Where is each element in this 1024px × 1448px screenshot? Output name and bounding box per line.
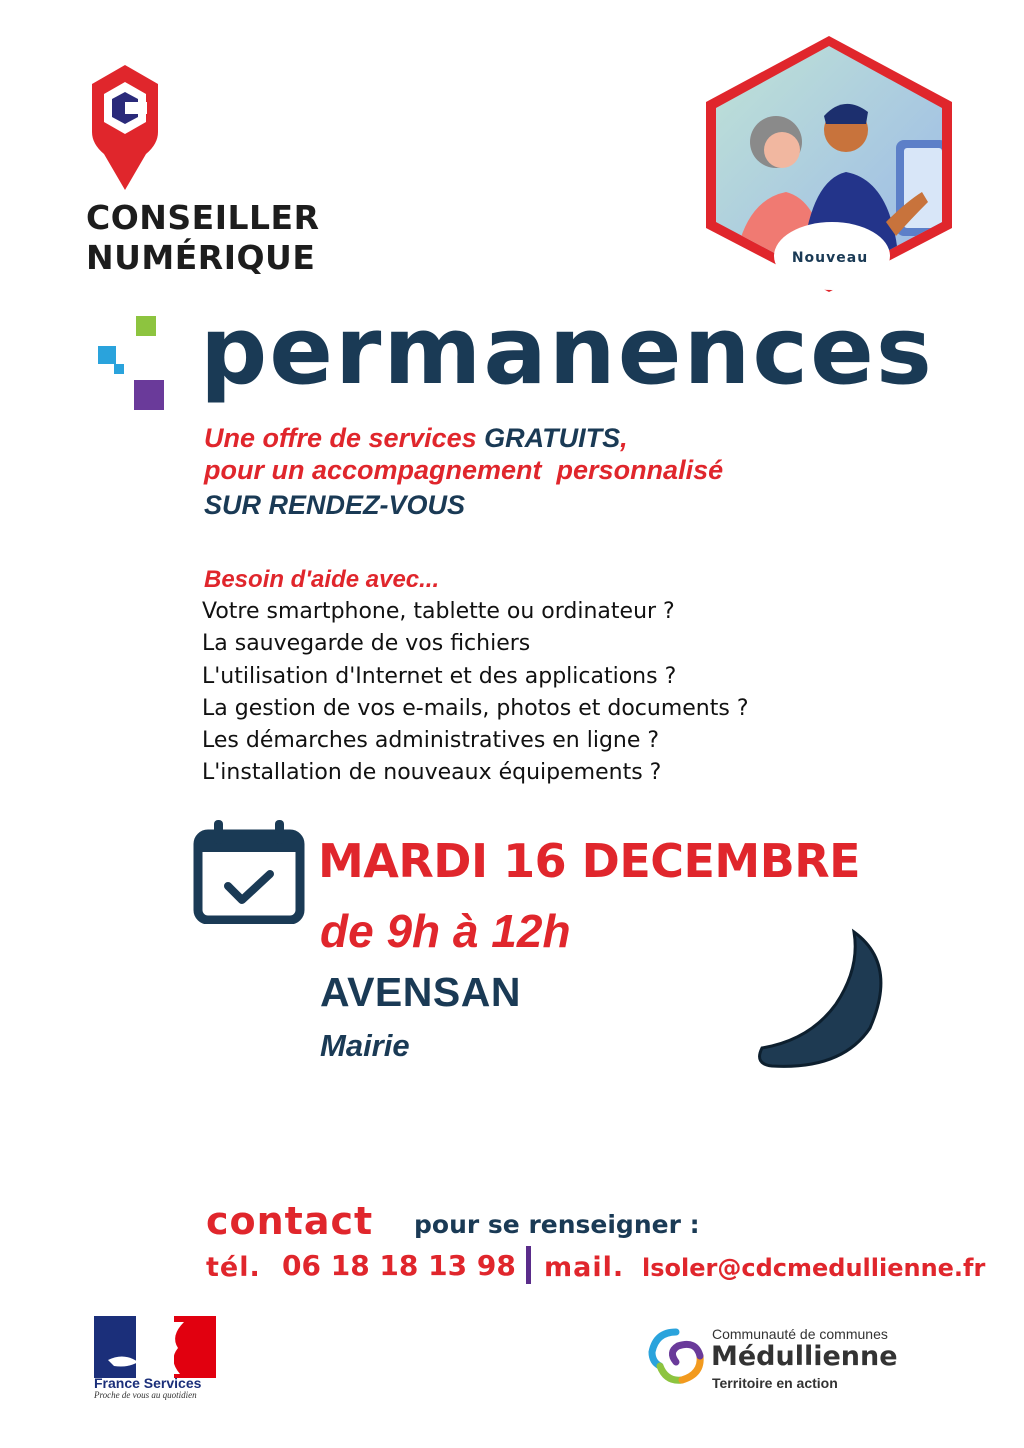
- calendar-check-icon: [192, 818, 306, 924]
- offer-line-2: pour un accompagnement personnalisé: [204, 455, 724, 485]
- france-services-name: France Services: [94, 1375, 202, 1391]
- france-services-tagline: Proche de vous au quotidien: [94, 1390, 197, 1400]
- event-date: MARDI 16 DECEMBRE: [318, 834, 861, 888]
- event-time: de 9h à 12h: [320, 905, 571, 957]
- phone-number[interactable]: 06 18 18 13 98: [282, 1249, 516, 1282]
- contact-title: contact: [206, 1199, 374, 1243]
- offer-line-1: [204, 425, 628, 452]
- page-title: permanences: [200, 297, 934, 406]
- offer-line-3: SUR RENDEZ-VOUS: [204, 490, 466, 520]
- offer-line-1-start: Une offre de services: [204, 423, 485, 453]
- list-item: La gestion de vos e-mails, photos et documents ?: [202, 695, 749, 721]
- community-name: Médullienne: [711, 1341, 898, 1372]
- conseiller-numerique-logo-icon: [86, 62, 164, 192]
- list-item: Votre smartphone, tablette ou ordinateur ?: [202, 599, 675, 624]
- medullienne-logo-icon: [646, 1326, 708, 1388]
- contact-divider: [526, 1246, 531, 1284]
- needs-title: Besoin d'aide avec...: [204, 566, 440, 593]
- community-tagline: Territoire en action: [712, 1375, 838, 1391]
- contact-subtitle: pour se renseigner :: [414, 1210, 700, 1239]
- decorative-squares-icon: [98, 316, 168, 412]
- email-address[interactable]: lsoler@cdcmedullienne.fr: [642, 1254, 986, 1282]
- brand-line-1: CONSEILLER: [86, 198, 320, 237]
- phone-label: tél.: [206, 1252, 261, 1283]
- list-item: Les démarches administratives en ligne ?: [202, 728, 660, 754]
- list-item: La sauvegarde de vos fichiers: [202, 631, 531, 657]
- offer-free-label: GRATUITS: [484, 423, 621, 453]
- france-services-logo-icon: [94, 1316, 216, 1378]
- new-badge-label: Nouveau: [791, 250, 869, 266]
- offer-line-1-end: ,: [620, 423, 628, 453]
- email-label: mail.: [544, 1252, 625, 1283]
- decorative-crescent-icon: [750, 924, 890, 1070]
- event-town: AVENSAN: [320, 969, 521, 1015]
- list-item: L'installation de nouveaux équipements ?: [202, 760, 662, 786]
- community-line-1: Communauté de communes: [712, 1326, 888, 1342]
- event-venue: Mairie: [320, 1028, 410, 1063]
- list-item: L'utilisation d'Internet et des applications ?: [202, 663, 677, 689]
- needs-list: [202, 596, 749, 790]
- brand-line-2: NUMÉRIQUE: [86, 238, 316, 277]
